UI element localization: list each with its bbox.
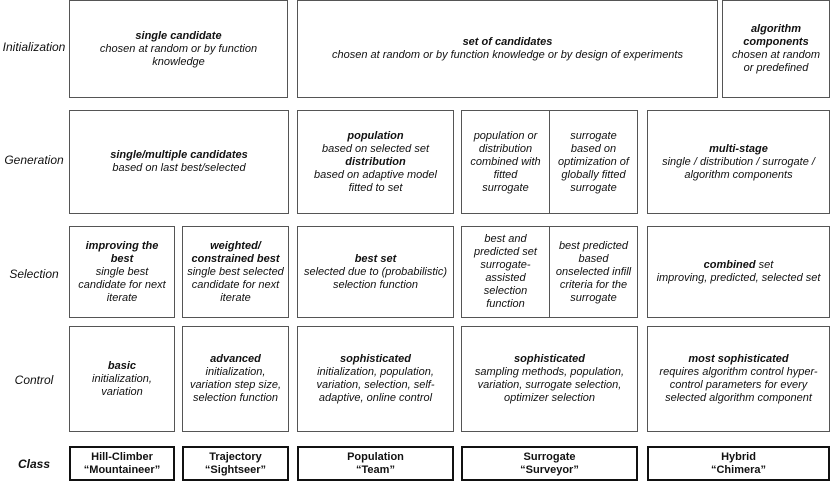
gen-popdist-t2: distribution: [478, 142, 533, 155]
gen-single-text: based on last best/selected: [112, 162, 246, 174]
row-label-generation: Generation: [4, 153, 64, 167]
sel-improving-text: single best candidate for next iterate: [78, 265, 166, 304]
row-label-selection: Selection: [9, 267, 59, 281]
gen-surrogate-cell: [549, 111, 637, 213]
gen-surrogate-split: [461, 110, 638, 214]
ctrl-soph1-text: initialization, population, variation, selection, self-adaptive, online control: [316, 366, 435, 404]
ctrl-basic-title: basic: [107, 359, 137, 372]
class-nickname: “Chimera”: [710, 463, 767, 476]
gen-distribution-text: based on adaptive model fitted to set: [314, 168, 437, 194]
ctrl-mostsoph-text: requires algorithm control hyper-control parameters for every selected algorithm component: [659, 366, 818, 404]
ctrl-sophisticated-surrogate: [461, 326, 638, 432]
gen-multistage-text: single / distribution / surrogate / algorithm components: [662, 155, 815, 181]
sel-weighted-text: single best selected candidate for next iterate: [187, 265, 284, 304]
gen-population-title: population: [347, 129, 404, 142]
sel-combined-set: [647, 226, 830, 318]
sel-bestpred-t1: best: [484, 233, 506, 245]
gen-popdist-text: combined with fitted: [470, 155, 541, 181]
gen-surrogate-title: surrogate: [570, 129, 617, 142]
class-name: Surrogate: [523, 450, 576, 463]
ctrl-sophisticated-population: [297, 326, 454, 432]
ctrl-basic: [69, 326, 175, 432]
row-label-initialization: Initialization: [2, 40, 66, 54]
row-label-class: Class: [17, 457, 51, 471]
ctrl-soph1-title: sophisticated: [340, 353, 411, 365]
init-set-of-candidates: [297, 0, 718, 98]
gen-single-title: single/multiple candidates: [110, 149, 248, 161]
gen-population-text: based on selected set: [321, 142, 430, 155]
class-surrogate: [461, 446, 638, 481]
sel-bestpred-cell: [462, 227, 549, 317]
gen-multistage-title: multi-stage: [709, 142, 768, 155]
sel-bestset-title: best set: [354, 252, 397, 265]
sel-improving-title: improving the best: [85, 239, 159, 265]
class-nickname: “Sightseer”: [204, 463, 267, 476]
init-algorithm-components: [722, 0, 830, 98]
gen-surrogate-text: based on optimization of globally fitted surrogate: [558, 142, 629, 194]
init-single-title: single candidate: [135, 29, 222, 42]
sel-weighted-best: [182, 226, 289, 318]
gen-single-multiple: [69, 110, 289, 214]
sel-combined-title: combined: [703, 259, 756, 271]
ctrl-advanced-title: advanced: [210, 353, 261, 365]
row-label-control: Control: [14, 373, 54, 387]
ctrl-mostsoph-title: most sophisticated: [688, 353, 789, 365]
sel-bestpredicted-cell: [549, 227, 637, 317]
ctrl-most-sophisticated: [647, 326, 830, 432]
class-name: Trajectory: [209, 450, 262, 463]
gen-popdist-t3: surrogate: [482, 181, 529, 194]
sel-bestpredicted-text: based onselected infill criteria for the surrogate: [555, 252, 632, 304]
class-name: Hybrid: [721, 450, 756, 463]
gen-population-distribution: [297, 110, 454, 214]
ctrl-advanced-text: initialization, variation step size, selection function: [189, 366, 282, 404]
init-algo-text: chosen at random or predefined: [731, 49, 821, 74]
gen-popdist-or: or: [524, 129, 538, 142]
ctrl-soph2-title: sophisticated: [514, 353, 585, 365]
sel-surrogate-split: [461, 226, 638, 318]
sel-bestpred-text: surrogate-assisted selection function: [480, 259, 531, 310]
gen-distribution-title: distribution: [345, 155, 406, 168]
ctrl-advanced: [182, 326, 289, 432]
ctrl-basic-text: initialization, variation: [92, 372, 152, 398]
class-population: [297, 446, 454, 481]
class-trajectory: [182, 446, 289, 481]
sel-best-set: [297, 226, 454, 318]
init-set-text: chosen at random or by function knowledge or by design of experiments: [332, 49, 683, 61]
sel-weighted-title: weighted/ constrained best: [191, 239, 280, 265]
sel-bestpred-t2: predicted set: [474, 246, 537, 258]
class-hybrid: [647, 446, 830, 481]
gen-multi-stage: [647, 110, 830, 214]
class-name: Population: [347, 450, 404, 463]
gen-popdist-t1: population: [473, 129, 525, 142]
class-hill-climber: [69, 446, 175, 481]
ctrl-soph2-text: sampling methods, population, variation, surrogate selection, optimizer selection: [474, 366, 625, 404]
init-algo-title: algorithm components: [743, 23, 809, 48]
sel-bestpredicted-title: best predicted: [558, 239, 629, 252]
class-nickname: “Surveyor”: [520, 463, 579, 476]
sel-combined-text: improving, predicted, selected set: [656, 272, 821, 284]
class-nickname: “Team”: [356, 463, 395, 476]
init-single-text: chosen at random or by function knowledge: [99, 42, 258, 68]
sel-bestset-text: selected due to (probabilistic) selection function: [303, 265, 448, 291]
gen-popdist-cell: [462, 111, 549, 213]
init-set-title: set of candidates: [462, 36, 553, 48]
sel-bestpred-and: and: [505, 233, 527, 245]
sel-improving-best: [69, 226, 175, 318]
class-name: Hill-Climber: [91, 450, 153, 463]
sel-combined-title-rest: set: [755, 259, 774, 271]
init-single-candidate: [69, 0, 288, 98]
class-nickname: “Mountaineer”: [83, 463, 161, 476]
